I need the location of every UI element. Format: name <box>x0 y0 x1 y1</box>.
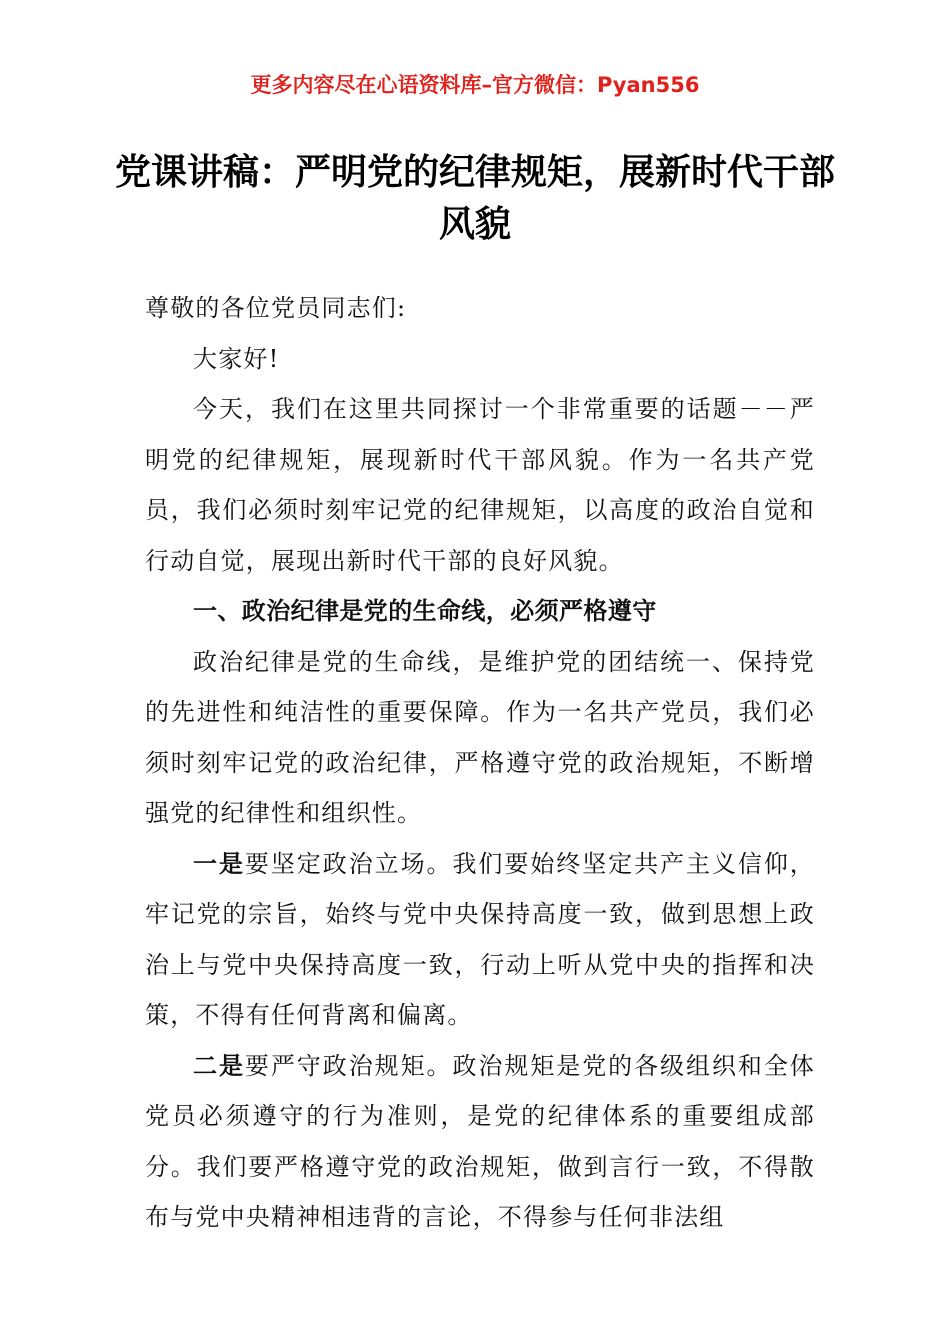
point-paragraph-2 <box>145 1041 815 1243</box>
greeting: 大家好! <box>193 344 280 373</box>
intro-paragraph: 今天，我们在这里共同探讨一个非常重要的话题－－严明党的纪律规矩，展现新时代干部风貌。作为一名共产党员，我们必须时刻牢记党的纪律规矩，以高度的政治自觉和行动自觉，展现出新时代干部的良好风貌。 <box>145 395 815 575</box>
document-body <box>145 283 815 1243</box>
page-title: 党课讲稿：严明党的纪律规矩，展新时代干部风貌 <box>114 151 835 245</box>
point-paragraph-1 <box>145 839 815 1041</box>
point-text-1: 要坚定政治立场。我们要始终坚定共产主义信仰，牢记党的宗旨，始终与党中央保持高度一致，做到思想上政治上与党中央保持高度一致，行动上听从党中央的指挥和决策，不得有任何背离和偏离。 <box>145 849 815 1029</box>
point-text-2: 要严守政治规矩。政治规矩是党的各级组织和全体党员必须遵守的行为准则，是党的纪律体系的重要组成部分。我们要严格遵守党的政治规矩，做到言行一致，不得散布与党中央精神相违背的言论，不得参与任何非法组 <box>145 1051 815 1231</box>
point-lead-1: 一是 <box>193 849 245 878</box>
section-heading: 一、政治纪律是党的生命线，必须严格遵守 <box>193 597 657 625</box>
promo-header-note: 更多内容尽在心语资料库–官方微信：Pyan556 <box>250 73 700 97</box>
section-paragraph: 政治纪律是党的生命线，是维护党的团结统一、保持党的先进性和纯洁性的重要保障。作为一名共产党员，我们必须时刻牢记党的政治纪律，严格遵守党的政治规矩，不断增强党的纪律性和组织性。 <box>145 647 815 827</box>
salutation: 尊敬的各位党员同志们: <box>145 294 407 322</box>
point-lead-2: 二是 <box>193 1051 245 1080</box>
